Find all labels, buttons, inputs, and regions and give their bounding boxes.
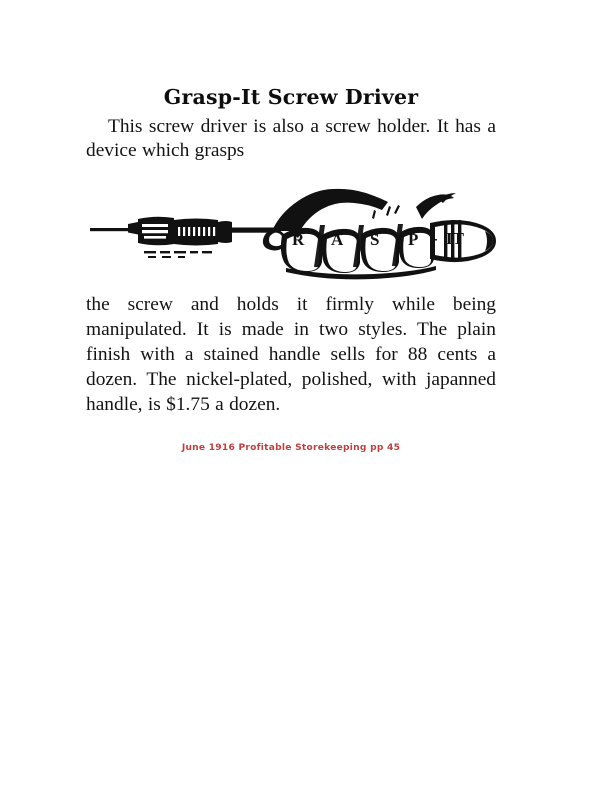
svg-text:IT: IT [446, 229, 464, 249]
hand-screwdriver-engraving [86, 171, 496, 283]
page-title: Grasp-It Screw Driver [163, 85, 419, 109]
svg-text:A: A [331, 230, 344, 250]
svg-text:P: P [408, 230, 419, 250]
detail-paragraph: the screw and holds it firmly while being manipulated. It is made in two styles. The plain finish with a stained handle sells for 88 cents a dozen. The nickel-plated, polished, with japanned handle, is $1.75 a dozen. [86, 294, 496, 416]
source-citation: June 1916 Profitable Storekeeping pp 45 [181, 443, 401, 453]
svg-text:R: R [292, 230, 305, 250]
advertisement-clipping [86, 86, 496, 453]
svg-text:-: - [432, 229, 438, 249]
intro-paragraph: This screw driver is also a screw holder. It has a device which grasps [86, 115, 496, 162]
svg-text:S: S [370, 230, 380, 250]
product-illustration [86, 171, 496, 283]
